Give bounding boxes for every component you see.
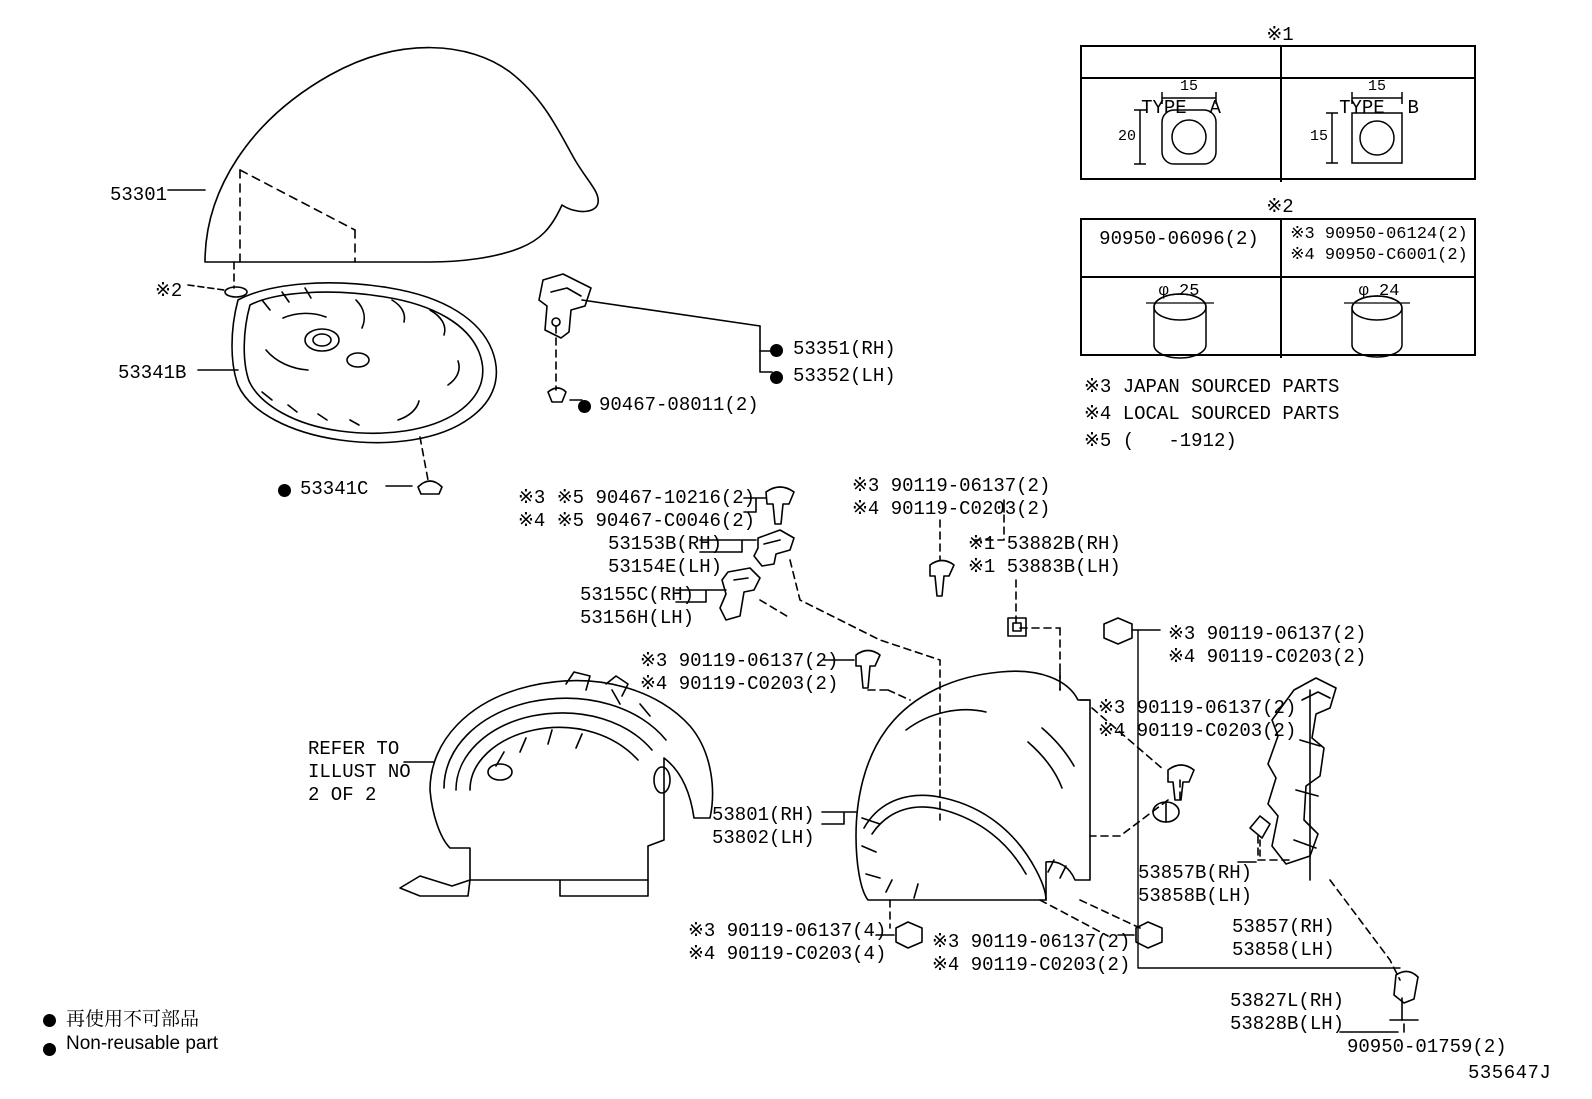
label-590467-10216: ※3 ※5 90467-10216(2): [518, 487, 756, 509]
label-90119-06137-q4: ※3 90119-06137(4): [688, 920, 887, 942]
grommet-part-2-line1: ※3 90950-06124(2): [1290, 225, 1468, 244]
label-90119-06137-right: ※3 90119-06137(2): [1168, 623, 1367, 645]
legend-dot-jp: [43, 1014, 56, 1027]
note2-marker: ※2: [1266, 196, 1294, 218]
nonreusable-dot-53351: [770, 344, 783, 357]
label-53801: 53801(RH): [712, 804, 815, 826]
grommet-part-1: 90950-06096(2): [1099, 228, 1259, 250]
label-53301: 53301: [110, 184, 168, 206]
note-local-sourced: ※4 LOCAL SOURCED PARTS: [1084, 403, 1340, 425]
label-53154e: 53154E(LH): [608, 556, 723, 578]
label-53341c: 53341C: [300, 478, 369, 500]
label-53882b: ※1 53882B(RH): [968, 533, 1121, 555]
label-53351: 53351(RH): [793, 338, 896, 360]
label-90119-C0203-fender: ※4 90119-C0203(2): [1098, 720, 1297, 742]
label-53857: 53857(RH): [1232, 916, 1335, 938]
type-b-width-dim: 15: [1368, 78, 1387, 95]
nonreusable-dot-90467-08011: [578, 400, 591, 413]
label-90119-C0203-right: ※4 90119-C0203(2): [1168, 646, 1367, 668]
label-90119-C0203-q4: ※4 90119-C0203(4): [688, 943, 887, 965]
note-japan-sourced: ※3 JAPAN SOURCED PARTS: [1084, 376, 1340, 398]
label-90119-C0203-mid: ※4 90119-C0203(2): [640, 673, 839, 695]
label-90950-01759: 90950-01759(2): [1347, 1036, 1507, 1058]
label-53828b: 53828B(LH): [1230, 1013, 1345, 1035]
figure-code: 535647J: [1468, 1062, 1552, 1084]
type-table: [1080, 45, 1476, 180]
label-590467-C0046: ※4 ※5 90467-C0046(2): [518, 510, 756, 532]
nonreusable-dot-53352: [770, 371, 783, 384]
legend-text-jp: 再使用不可部品: [66, 1008, 200, 1030]
label-53153b: 53153B(RH): [608, 533, 723, 555]
label-53155c: 53155C(RH): [580, 584, 695, 606]
grommet-part-2-line2: ※4 90950-C6001(2): [1290, 246, 1468, 265]
refer-to-line1: REFER TO: [308, 738, 400, 760]
type-b-height-dim: 15: [1310, 128, 1329, 145]
label-53341b: 53341B: [118, 362, 187, 384]
label-90119-06137-fender: ※3 90119-06137(2): [1098, 697, 1297, 719]
note-date-range: ※5 ( -1912): [1084, 430, 1237, 452]
label-90467-08011: 90467-08011(2): [599, 394, 759, 416]
label-53858b: 53858B(LH): [1138, 885, 1253, 907]
note1-marker: ※1: [1266, 24, 1294, 46]
legend-text-en: Non-reusable part: [66, 1033, 219, 1054]
label-53802: 53802(LH): [712, 827, 815, 849]
nonreusable-dot-53341c: [278, 484, 291, 497]
type-a-header: TYPE A: [1141, 97, 1221, 119]
type-a-height-dim: 20: [1118, 128, 1137, 145]
label-53156h: 53156H(LH): [580, 607, 695, 629]
legend-dot-en: [43, 1043, 56, 1056]
grommet-dim-2: φ 24: [1358, 282, 1400, 301]
label-53883b: ※1 53883B(LH): [968, 556, 1121, 578]
label-53352: 53352(LH): [793, 365, 896, 387]
type-a-width-dim: 15: [1180, 78, 1199, 95]
label-53827l: 53827L(RH): [1230, 990, 1345, 1012]
refer-to-line2: ILLUST NO: [308, 761, 411, 783]
label-90119-06137-mid: ※3 90119-06137(2): [640, 650, 839, 672]
label-note2-insulator: ※2: [155, 280, 183, 302]
label-53857b: 53857B(RH): [1138, 862, 1253, 884]
grommet-dim-1: φ 25: [1158, 282, 1200, 301]
label-90119-06137-upper: ※3 90119-06137(2): [852, 475, 1051, 497]
type-b-header: TYPE B: [1339, 97, 1419, 119]
label-90119-C0203-lower: ※4 90119-C0203(2): [932, 954, 1131, 976]
label-90119-C0203-upper: ※4 90119-C0203(2): [852, 498, 1051, 520]
label-53858: 53858(LH): [1232, 939, 1335, 961]
refer-to-line3: 2 OF 2: [308, 784, 377, 806]
label-90119-06137-lower: ※3 90119-06137(2): [932, 931, 1131, 953]
